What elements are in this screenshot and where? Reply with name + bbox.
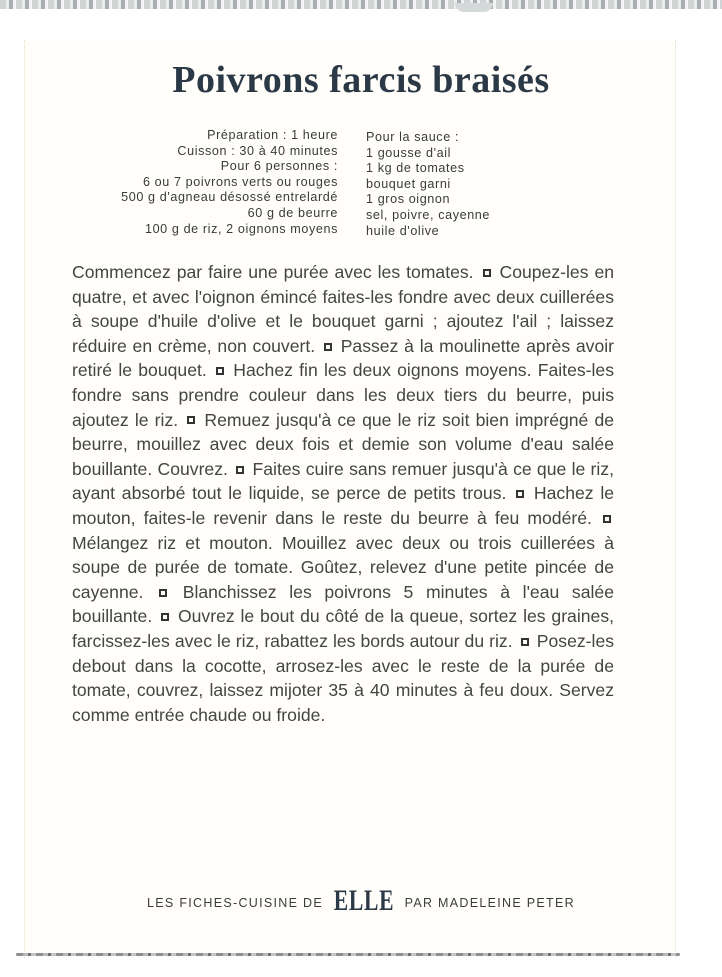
ingredient: 6 ou 7 poivrons verts ou rouges xyxy=(142,174,338,189)
prep-time: Préparation : 1 heure xyxy=(207,128,338,142)
step: Mélangez riz et mouton. Mouillez avec deux ou trois cuillerées à soupe de purée de tomate. Goûtez, relevez d'une petite pincée de cayenne. xyxy=(72,532,614,602)
ingredients-sauce xyxy=(366,130,490,239)
ingredient: 1 kg de tomates xyxy=(366,161,465,176)
card-bottom-edge xyxy=(16,953,680,956)
ingredient: 1 gousse d'ail xyxy=(366,145,452,160)
square-bullet-icon xyxy=(521,638,529,646)
step: Faites cuire sans remuer jusqu'à ce que le riz, ayant absorbé tout le liquide, se perce de petits trous. xyxy=(72,458,615,504)
footer-suffix: PAR MADELEINE PETER xyxy=(404,896,575,910)
step: Hachez le mouton, faites-le revenir dans le reste du beurre à feu modéré. xyxy=(72,483,615,528)
square-bullet-icon xyxy=(236,466,244,474)
sauce-heading: Pour la sauce : xyxy=(366,130,460,144)
square-bullet-icon xyxy=(159,589,167,597)
step: Commencez par faire une purée avec les tomates. xyxy=(72,262,474,282)
torn-top-edge xyxy=(0,0,722,9)
recipe-title: Poivrons farcis braisés xyxy=(172,59,550,101)
footer-prefix: LES FICHES-CUISINE DE xyxy=(147,896,323,910)
instructions xyxy=(72,260,614,727)
step: Remuez jusqu'à ce que le riz soit bien imprégné de beurre, mouillez avec deux fois et demie son volume d'eau salée bouillante. Couvrez. xyxy=(72,409,615,479)
ingredients-main xyxy=(121,128,338,237)
step: Hachez fin les deux oignons moyens. Faites-les fondre sans prendre couleur dans les deux tiers du beurre, puis ajoutez le riz. xyxy=(72,360,614,430)
step: Posez-les debout dans la cocotte, arrosez-les avec le reste de la purée de tomate, couvrez, laissez mijoter 35 à 40 minutes à feu doux. Servez comme entrée chaude ou froide. xyxy=(72,630,615,725)
elle-logo: ELLE xyxy=(333,884,395,917)
square-bullet-icon xyxy=(516,490,524,498)
step: Passez à la moulinette après avoir retiré le bouquet. xyxy=(72,335,615,381)
square-bullet-icon xyxy=(216,367,224,375)
step: Coupez-les en quatre, et avec l'oignon émincé faites-les fondre avec deux cuillerées à soupe d'huile d'olive et le bouquet garni ; ajoutez l'ail ; laissez réduire en crème, non couvert. xyxy=(72,262,615,356)
square-bullet-icon xyxy=(161,613,169,621)
square-bullet-icon xyxy=(603,515,611,523)
ingredient: huile d'olive xyxy=(366,223,440,238)
ingredient: sel, poivre, cayenne xyxy=(366,207,491,222)
cook-time: Cuisson : 30 à 40 minutes xyxy=(177,143,338,158)
ingredient: 60 g de beurre xyxy=(247,205,338,220)
ingredient: 500 g d'agneau désossé entrelardé xyxy=(121,190,338,205)
square-bullet-icon xyxy=(324,343,332,351)
ingredient: 100 g de riz, 2 oignons moyens xyxy=(144,221,338,236)
footer-credit xyxy=(0,884,722,918)
square-bullet-icon xyxy=(483,269,491,277)
servings: Pour 6 personnes : xyxy=(220,159,338,174)
step: Ouvrez le bout du côté de la queue, sortez les graines, farcissez-les avec le riz, rabattez les bords autour du riz. xyxy=(72,606,615,651)
square-bullet-icon xyxy=(187,416,195,424)
step: Blanchissez les poivrons 5 minutes à l'eau salée bouillante. xyxy=(72,581,614,627)
ingredient: bouquet garni xyxy=(366,176,451,191)
ingredient: 1 gros oignon xyxy=(366,192,451,207)
